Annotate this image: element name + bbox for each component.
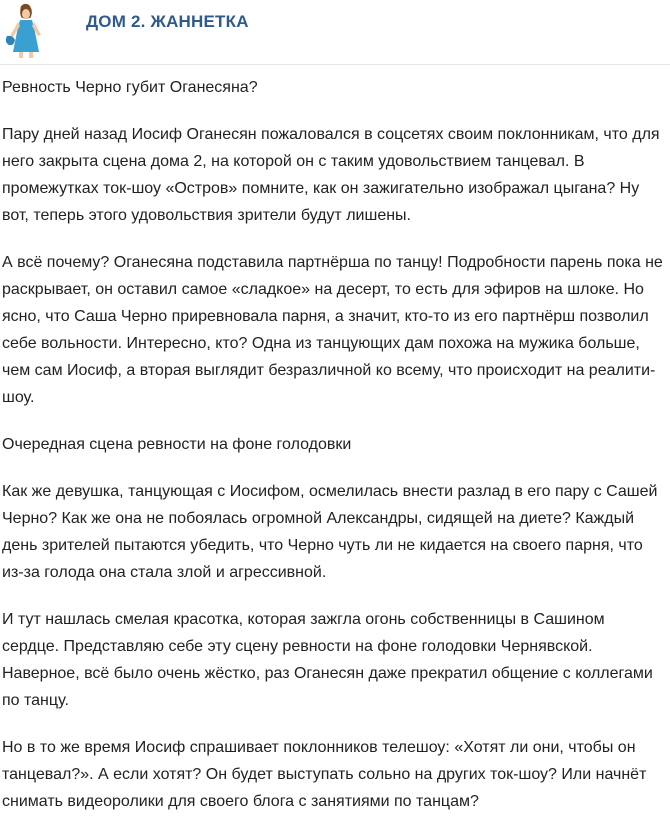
article-paragraph: Пару дней назад Иосиф Оганесян пожаловался в соцсетях своим поклонникам, что для него закрыта сцена дома 2, на которой он с таким удовольствием танцевал. В промежутках ток-шоу «Остров» помните, как он зажигательно изображал цыгана? Ну вот, теперь этого удовольствия зрители будут лишены. [2, 126, 660, 224]
article-paragraph: И тут нашлась смелая красотка, которая зажгла огонь собственницы в Сашином сердце. Представляю себе эту сцену ревности на фоне голодовки Чернявской. Наверное, всё было очень жёстко, раз Оганесян даже прекратил общение с коллегами по танцу. [2, 611, 653, 709]
article-paragraph: Но в то же время Иосиф спрашивает поклонников телешоу: «Хотят ли они, чтобы он танцевал?». А если хотят? Он будет выступать сольно на других ток-шоу? Или начнёт снимать видеоролики для своего блога с занятиями по танцам? [2, 739, 647, 810]
article-heading: Ревность Черно губит Оганесяна? [2, 79, 258, 96]
article-subheading: Очередная сцена ревности на фоне голодовки [2, 436, 352, 453]
woman-in-blue-dress-avatar-icon[interactable] [4, 2, 48, 60]
site-title[interactable]: ДОМ 2. ЖАННЕТКА [86, 12, 249, 31]
article-paragraph: Как же девушка, танцующая с Иосифом, осмелилась внести разлад в его пару с Сашей Черно? Как же она не побоялась огромной Александры, сидящей на диете? Каждый день зрителей пытаются убедить, что Черно чуть ли не кидается на своего парня, что из-за голода она стала злой и агрессивной. [2, 483, 658, 581]
article-body [2, 74, 666, 835]
site-header [0, 0, 670, 65]
article-paragraph: А всё почему? Оганесяна подставила партнёрша по танцу! Подробности парень пока не раскрывает, он оставил самое «сладкое» на десерт, то есть для эфиров на шлоке. Но ясно, что Саша Черно приревновала парня, а значит, кто-то из его партнёрш позволил себе вольности. Интересно, кто? Одна из танцующих дам похожа на мужика больше, чем сам Иосиф, а вторая выглядит безразличной ко всему, что происходит на реалити-шоу. [2, 254, 663, 406]
